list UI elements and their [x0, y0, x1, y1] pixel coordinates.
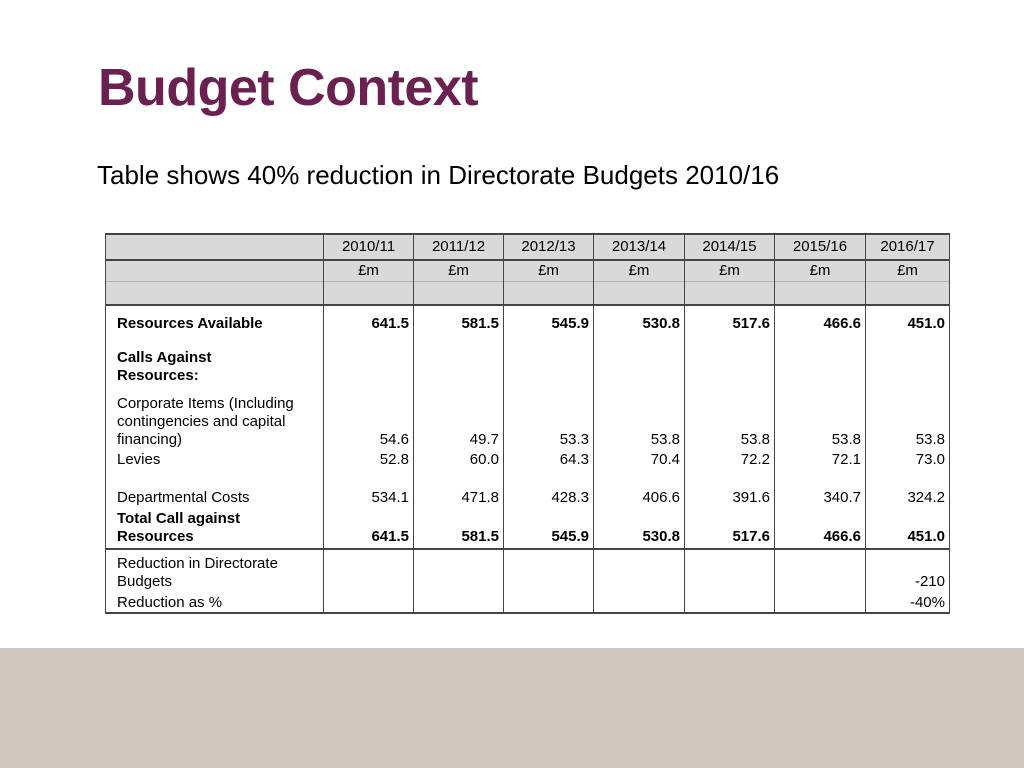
unit-header: £m	[504, 260, 594, 282]
year-header: 2012/13	[504, 234, 594, 260]
cell-value	[504, 549, 594, 591]
unit-header: £m	[866, 260, 950, 282]
row-label: Reduction as %	[106, 591, 324, 613]
slide-title: Budget Context	[98, 59, 479, 117]
cell-value: 49.7	[414, 385, 504, 449]
cell-value: 471.8	[414, 469, 504, 507]
cell-value: 641.5	[324, 507, 414, 549]
cell-value: 53.8	[594, 385, 685, 449]
cell-value: 466.6	[775, 305, 866, 333]
cell-value: 534.1	[324, 469, 414, 507]
cell-value	[685, 549, 775, 591]
cell-value	[775, 549, 866, 591]
cell-value: 641.5	[324, 305, 414, 333]
row-label: Total Call against Resources	[106, 507, 324, 549]
cell-value: -210	[866, 549, 950, 591]
row-reduction-budgets	[106, 549, 950, 591]
unit-header: £m	[775, 260, 866, 282]
row-label: Resources Available	[106, 305, 324, 333]
slide-subtitle: Table shows 40% reduction in Directorate Budgets 2010/16	[97, 160, 780, 190]
year-header: 2016/17	[866, 234, 950, 260]
cell-value: 60.0	[414, 449, 504, 469]
row-total-call	[106, 507, 950, 549]
budget-table	[105, 233, 950, 614]
footer-band	[0, 648, 1024, 768]
unit-header: £m	[685, 260, 775, 282]
cell-value: 451.0	[866, 305, 950, 333]
cell-value	[685, 591, 775, 613]
cell-value	[324, 591, 414, 613]
cell-value: 428.3	[504, 469, 594, 507]
cell-value: 324.2	[866, 469, 950, 507]
cell-value	[324, 549, 414, 591]
row-label: Calls Against Resources:	[106, 333, 324, 385]
table-header-spacer	[106, 282, 950, 306]
cell-value: 72.2	[685, 449, 775, 469]
cell-value	[504, 591, 594, 613]
cell-value: 581.5	[414, 305, 504, 333]
cell-value: 545.9	[504, 507, 594, 549]
cell-value	[775, 591, 866, 613]
cell-value: 391.6	[685, 469, 775, 507]
row-corporate-items	[106, 385, 950, 449]
cell-value: 73.0	[866, 449, 950, 469]
cell-value: 54.6	[324, 385, 414, 449]
row-label: Reduction in Directorate Budgets	[106, 549, 324, 591]
cell-value: 581.5	[414, 507, 504, 549]
year-header: 2014/15	[685, 234, 775, 260]
unit-header: £m	[594, 260, 685, 282]
table-header-units	[106, 260, 950, 282]
cell-value: 545.9	[504, 305, 594, 333]
year-header: 2015/16	[775, 234, 866, 260]
cell-value: 451.0	[866, 507, 950, 549]
cell-value: 53.8	[866, 385, 950, 449]
cell-value: 340.7	[775, 469, 866, 507]
row-label: Departmental Costs	[106, 469, 324, 507]
row-reduction-percent	[106, 591, 950, 613]
cell-value: 64.3	[504, 449, 594, 469]
row-label: Levies	[106, 449, 324, 469]
cell-value: 406.6	[594, 469, 685, 507]
year-header: 2010/11	[324, 234, 414, 260]
cell-value	[414, 549, 504, 591]
cell-value: 530.8	[594, 305, 685, 333]
header-corner-cell	[106, 234, 324, 260]
cell-value: 466.6	[775, 507, 866, 549]
row-label: Corporate Items (Including contingencies and capital financing)	[106, 385, 324, 449]
cell-value: 517.6	[685, 507, 775, 549]
unit-header: £m	[414, 260, 504, 282]
year-header: 2011/12	[414, 234, 504, 260]
cell-value: 52.8	[324, 449, 414, 469]
row-levies	[106, 449, 950, 469]
year-header: 2013/14	[594, 234, 685, 260]
cell-value: 53.8	[775, 385, 866, 449]
cell-value: 70.4	[594, 449, 685, 469]
cell-value: 72.1	[775, 449, 866, 469]
cell-value	[594, 549, 685, 591]
header-corner-cell	[106, 260, 324, 282]
table-header-years	[106, 234, 950, 260]
row-calls-against	[106, 333, 950, 385]
row-resources-available	[106, 305, 950, 333]
cell-value	[414, 591, 504, 613]
cell-value: 53.3	[504, 385, 594, 449]
row-departmental-costs	[106, 469, 950, 507]
cell-value: -40%	[866, 591, 950, 613]
cell-value: 53.8	[685, 385, 775, 449]
cell-value	[594, 591, 685, 613]
cell-value: 530.8	[594, 507, 685, 549]
unit-header: £m	[324, 260, 414, 282]
cell-value: 517.6	[685, 305, 775, 333]
